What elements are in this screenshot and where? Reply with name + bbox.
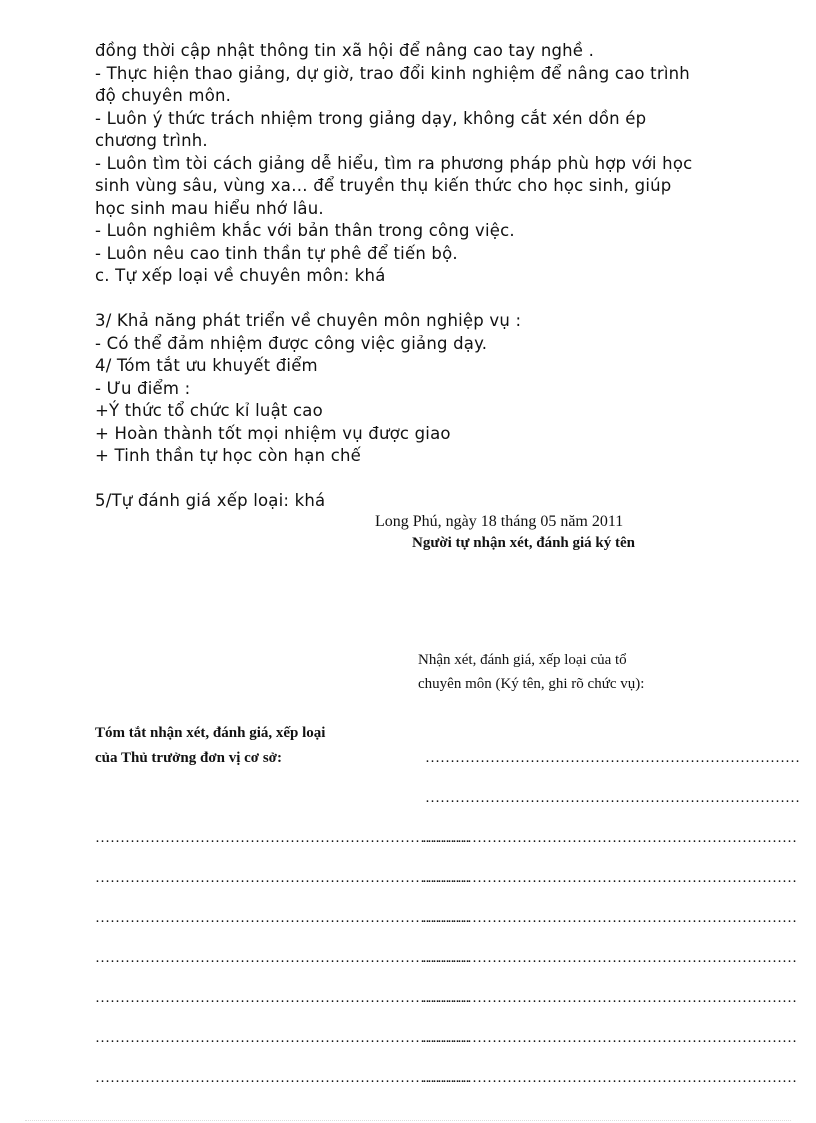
body-line: - Luôn nghiêm khắc với bản thân trong công việc. [95,221,515,240]
dotted-fill-line: ………………………………………………………………… [425,750,800,766]
section-5-heading: 5/Tự đánh giá xếp loại: khá [95,491,326,510]
body-text [95,40,755,513]
body-line: - Luôn tìm tòi cách giảng dễ hiểu, tìm ra phương pháp phù hợp với học [95,153,693,173]
signature-date: Long Phú, ngày 18 tháng 05 năm 2011 [375,513,624,530]
dotted-fill-line: ………………………………………………………………… [95,910,470,926]
section-3-heading: 3/ Khả năng phát triển về chuyên môn nghiệp vụ : [95,311,522,330]
principal-review-label: Tóm tắt nhận xét, đánh giá, xếp loại [95,725,326,741]
section-line: - Ưu điểm : [95,378,191,398]
dotted-fill-line: ………………………………………………………………… [95,950,470,966]
signature-label: Người tự nhận xét, đánh giá ký tên [412,535,636,551]
dotted-fill-line: ………………………………………………………………… [422,1030,797,1046]
page-edge-rule [25,1120,791,1121]
dotted-fill-line: ………………………………………………………………… [422,910,797,926]
body-line: chương trình. [95,131,208,150]
department-review-label-2: chuyên môn (Ký tên, ghi rõ chức vụ): [418,676,645,692]
dotted-fill-line: ………………………………………………………………… [95,1070,470,1086]
dotted-fill-line: ………………………………………………………………… [95,1030,470,1046]
dotted-fill-line: ………………………………………………………………… [422,1070,797,1086]
section-line: + Tinh thần tự học còn hạn chế [95,446,361,465]
section-line: + Hoàn thành tốt mọi nhiệm vụ được giao [95,423,451,443]
dotted-fill-line: ………………………………………………………………… [95,830,470,846]
dotted-fill-line: ………………………………………………………………… [422,990,797,1006]
department-review-label: Nhận xét, đánh giá, xếp loại của tổ [418,652,627,668]
dotted-fill-line: ………………………………………………………………… [422,870,797,886]
section-line: - Có thể đảm nhiệm được công việc giảng dạy. [95,333,488,353]
body-line: - Thực hiện thao giảng, dự giờ, trao đổi kinh nghiệm để nâng cao trình [95,63,690,83]
section-4-heading: 4/ Tóm tắt ưu khuyết điểm [95,356,318,375]
body-line: - Luôn ý thức trách nhiệm trong giảng dạy, không cắt xén dồn ép [95,108,647,128]
dotted-fill-line: ………………………………………………………………… [422,830,797,846]
dotted-fill-line: ………………………………………………………………… [95,990,470,1006]
body-line: sinh vùng sâu, vùng xa… để truyền thụ kiến thức cho học sinh, giúp [95,176,672,195]
body-line: đồng thời cập nhật thông tin xã hội để nâng cao tay nghề . [95,41,595,60]
body-line: học sinh mau hiểu nhớ lâu. [95,198,324,218]
dotted-fill-line: ………………………………………………………………… [425,790,800,806]
dotted-fill-line: ………………………………………………………………… [95,870,470,886]
body-line: độ chuyên môn. [95,86,232,105]
self-rating-line: c. Tự xếp loại về chuyên môn: khá [95,266,386,285]
section-line: +Ý thức tổ chức kỉ luật cao [95,401,323,420]
body-line: - Luôn nêu cao tinh thần tự phê để tiến bộ. [95,243,458,263]
principal-review-label-2: của Thủ trưởng đơn vị cơ sở: [95,750,282,766]
dotted-fill-line: ………………………………………………………………… [422,950,797,966]
